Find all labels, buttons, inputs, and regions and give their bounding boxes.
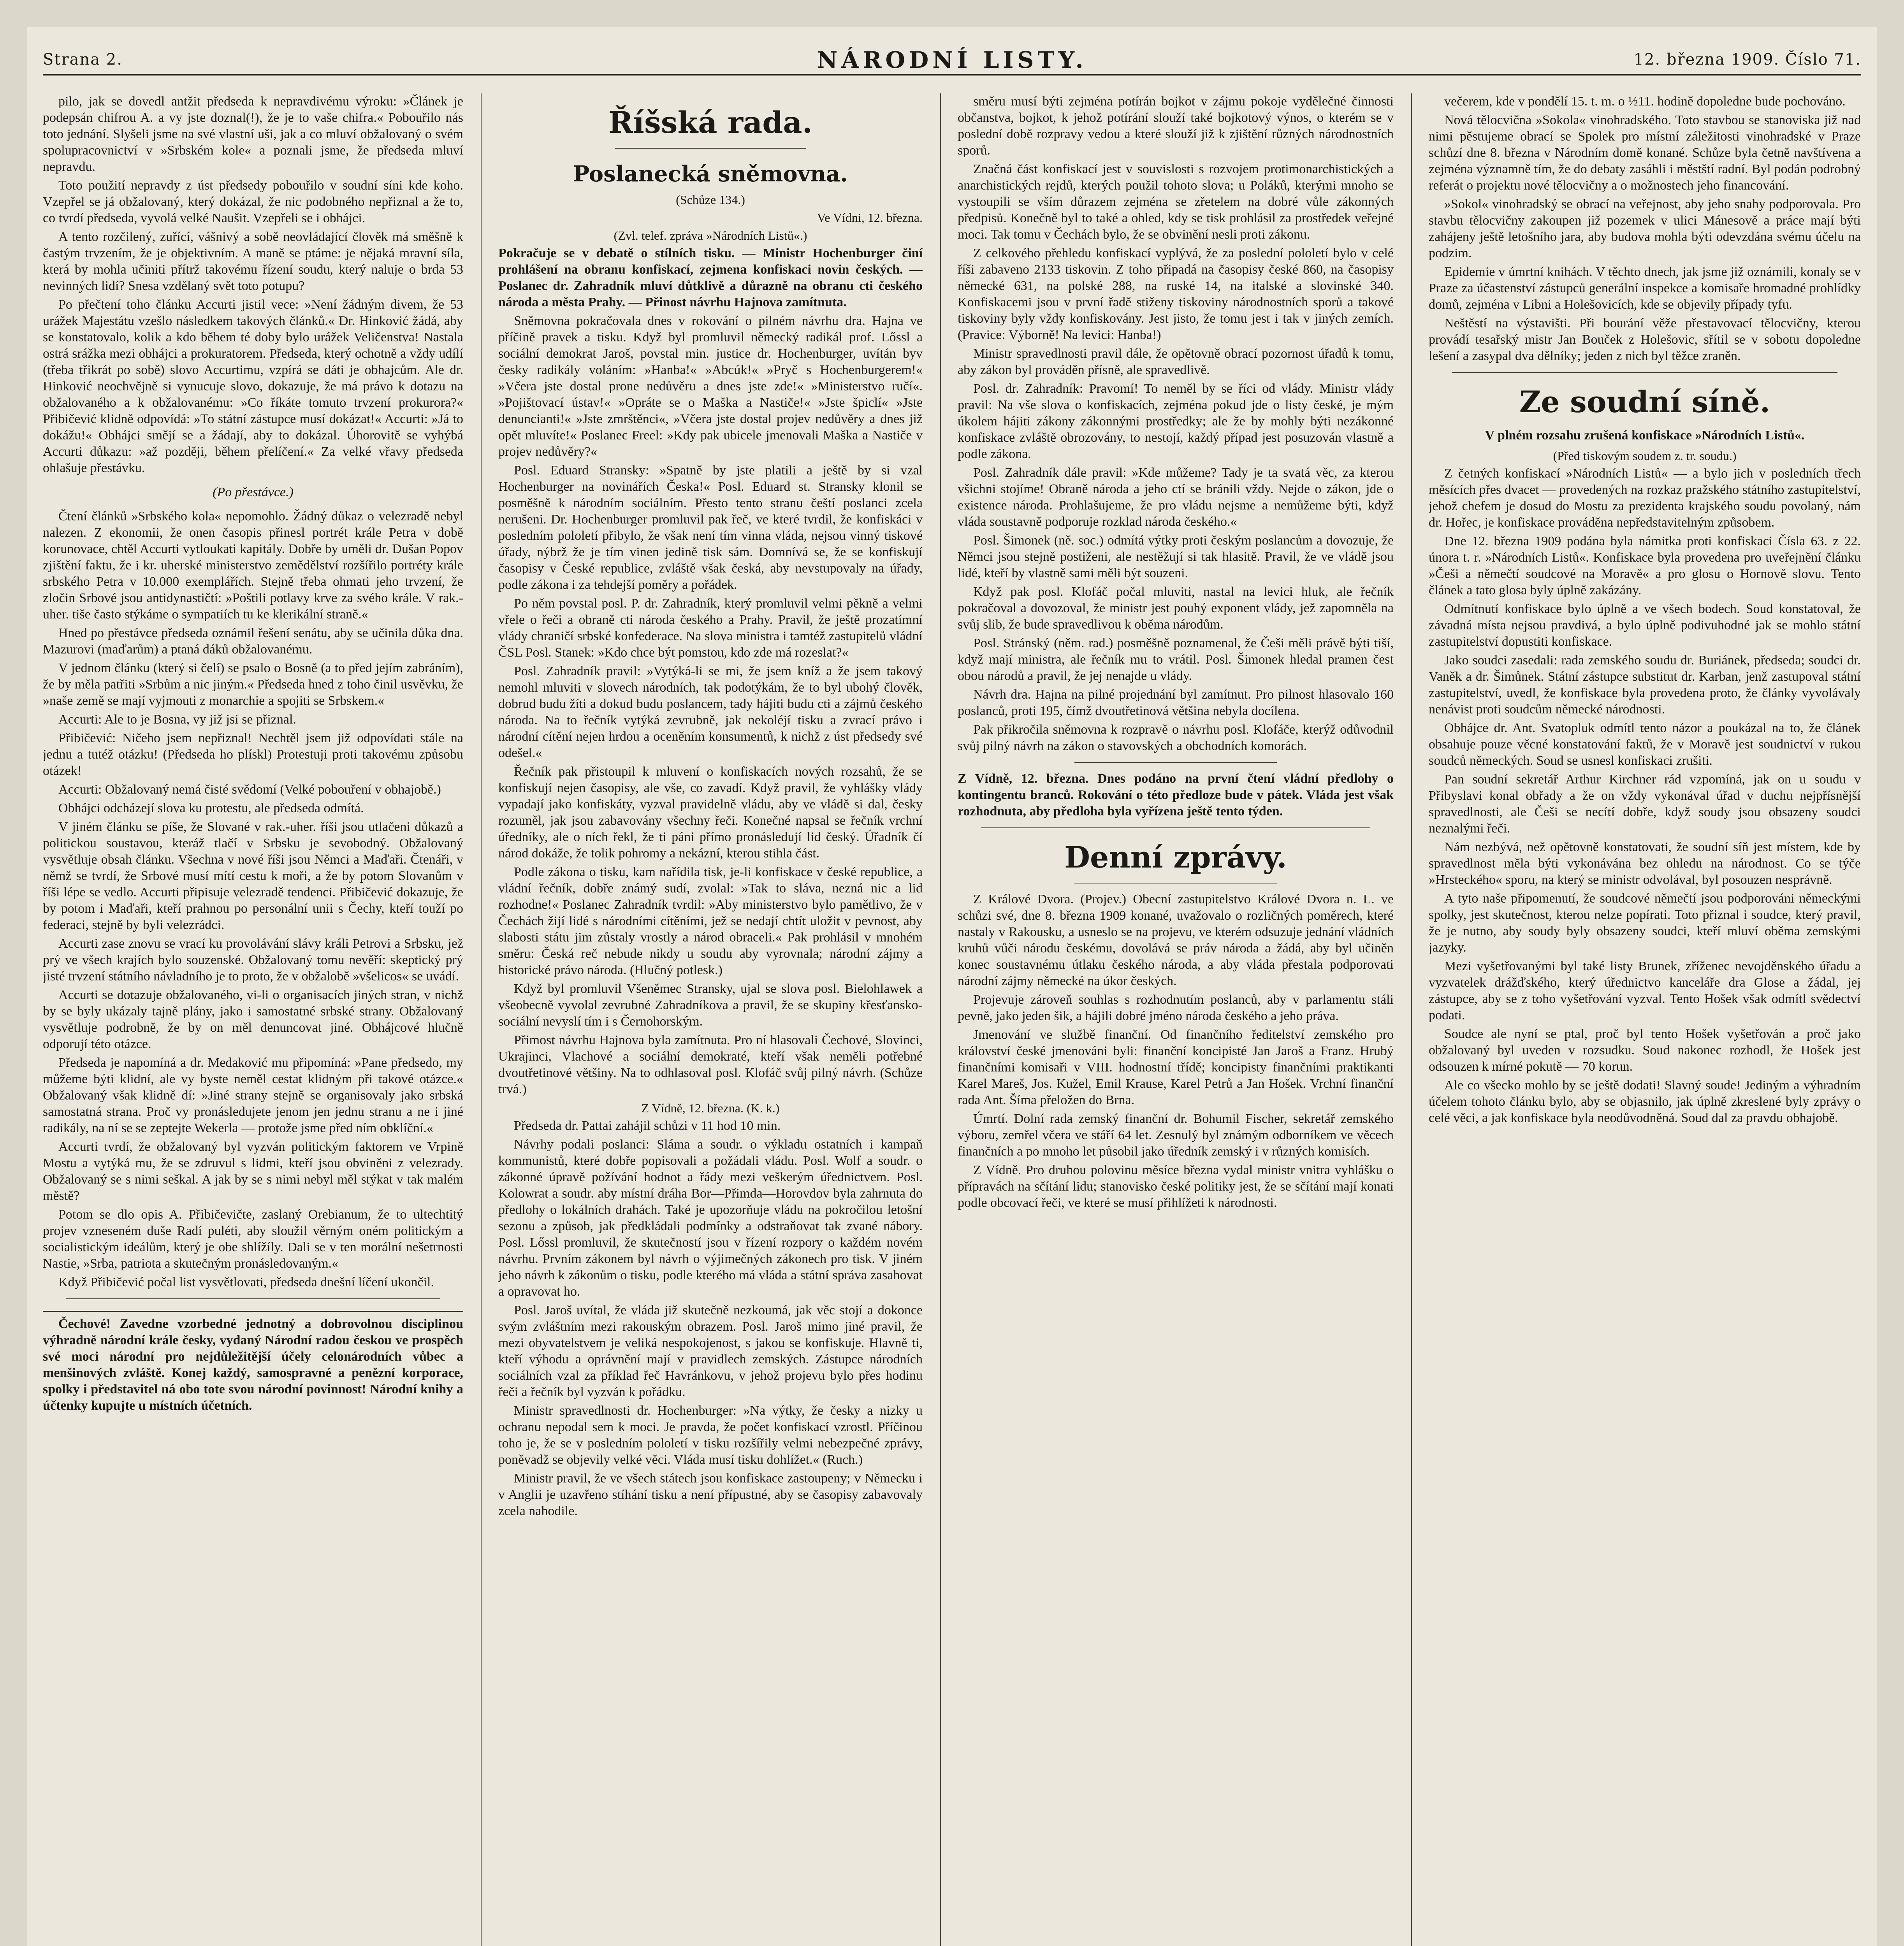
newspaper-title: NÁRODNÍ LISTY.: [817, 47, 1087, 73]
section-divider: [1074, 762, 1277, 763]
article-text: Jako soudci zasedali: rada zemského soudu dr. Buriánek, předseda; soudci dr. Vaněk a dr. Šimůnek. Státní zástupce substitut dr. Karban, jenž zastupoval státní zastupitelství, uvedl, že konfiskace byla provedena proto, že články vyvolávaly nenávist proti soudcům německé národnosti.: [1429, 653, 1861, 717]
issue-date: 12. března 1909. Číslo 71.: [1633, 51, 1861, 68]
article-text: Značná část konfiskací jest v souvislosti s rozvojem protimonarchistických a anarchistických rejdů, kterých použil tohoto slova; u Poláků, kterými mnoho se vystoupili se vším důrazem zejména se zřetelem na dobré vůle zákonných předpisů. Konečně byl to také a ohled, kdy se tisk prohlásil za prostředek veřejné moci. Tak tomu v Čechách bylo, že se obvinění nesli proti zákonu.: [958, 162, 1394, 242]
article-text: Z celkového přehledu konfiskací vyplývá, že za poslední pololetí bylo v celé říši zabaveno 2133 tiskovin. Z toho připadá na časopisy české 860, na časopisy německé 631, na polské 288, na ruské 14, na italské a slovinské 340. Konfiskacemi jsou v první řadě stiženy tiskoviny národnostních sporů a takové tiskoviny byly vždy konfiskovány. Jest jisto, že tomu jest i tak v jiných zemích. (Pravice: Výborně! Na levici: Hanba!): [958, 246, 1394, 342]
article-text: V jiném článku se píše, že Slované v rak.-uher. říši jsou utlačeni důkazů a politickou soustavou, kteráž tlačí v Srbsku je sevobodný. Obžalovaný vysvětluje obsah článku. Všechna v nové říši jsou Němci a Maďaři. Čtenáři, v němž se tvrdí, že Srbové musí mítí cestu k moři, a že by potom Slovanům v říši lépe se vedlo. Accurti připisuje velezradě tendenci. Přibičević dokazuje, že by potom i Maďaři, kteří prahnou po personální unii s Čechy, kteří touží po federaci, stejně by byli velezrádci.: [43, 820, 463, 932]
session-number: (Schůze 134.): [676, 193, 745, 207]
article-title: Poslanecká sněmovna.: [573, 161, 848, 187]
article-text: Dne 12. března 1909 podána byla námitka proti konfiskaci Čísla 63. z 22. února t. r. »Národních Listů«. Konfiskace byla provedena pro uveřejnění článku »Češi a němečtí soudcové na Moravě« a pro glosu o Hornově slovu. Tento článek a tato glosa byly úplně zakázány.: [1429, 534, 1861, 597]
source-note: (Zvl. telef. zpráva »Národních Listů«.): [614, 228, 807, 242]
section-divider: [1452, 372, 1837, 373]
article-text: Návrh dra. Hajna na pilné projednání byl zamítnut. Pro pilnost hlasovalo 160 poslanců, proti 195, čímž dvoutřetinová většina nebyla docílena.: [958, 687, 1394, 718]
article-text: Ale co všecko mohlo by se ještě dodati! Slavný soude! Jediným a výhradním účelem tohoto článku bylo, aby se objasnilo, jak úplně zkreslené byly zprávy o celé věci, a jak konfiskace byla neodůvodněná. Soud dal za pravdu obhajobě.: [1429, 1078, 1861, 1125]
news-item: večerem, kde v pondělí 15. t. m. o ½11. hodině dopoledne bude pochováno.: [1444, 94, 1846, 109]
article-text: Obhájce dr. Ant. Svatopluk odmítl tento názor a poukázal na to, že článek obsahuje pouze věcné konstatování faktů, že v Moravě jest soudnictví v rukou soudců německých. Soud se usnesl konfiskaci zrušiti.: [1429, 721, 1861, 768]
article-text: Nám nezbývá, než opětovně konstatovati, že soudní síň jest místem, kde by spravedlnost měla býti vykonávána bez ohledu na národnost. Co se týče »Hrsteckého« sporu, na který se ministr odvolával, byl posouzen nesprávně.: [1429, 840, 1861, 887]
article-text: Accurti tvrdí, že obžalovaný byl vyzván politickým faktorem ve Vrpině Mostu a vytýká mu, že se zdruvul s lidmi, kteří jsou obviněni z velezrady. Obžalovaný se s nimi seškal. A jak by se s nimi nebyl měl stýkat v tak malém městě?: [43, 1140, 463, 1203]
column-3: [958, 93, 1394, 1946]
news-item: Projevuje zároveň souhlas s rozhodnutím poslanců, aby v parlamentu stáli pevně, jako jeden šik, a hájili dobré jméno národa českého a jeho práva.: [958, 992, 1394, 1023]
article-text: A tyto naše připomenutí, že soudcové němečtí jsou podporováni německými spolky, jest skutečnost, kterou nelze popírati. Toto přiznal i soudce, který pravil, že je nutno, aby soudy byly obsazeny soudci, kteří mluví oběma zemskými jazyky.: [1429, 891, 1861, 955]
article-text: Obhájci odcházejí slova ku protestu, ale předseda odmítá.: [58, 801, 364, 815]
article-text: Mezi vyšetřovanými byl také listy Brunek, zříženec nevojděnského úřadu a vyzvatelek drážďského, který úřednictvo kanceláře dra Glose a žádal, jej zástupce, aby se z toho vyšetřování vyzval. Tento Hošek však odmítl svědectví podati.: [1429, 959, 1861, 1022]
dateline: Z Vídně, 12. března. Dnes podáno na první čtení vládní předlohy o kontingentu branců. Rokování o této předloze bude v pátek. Vláda jest však rozhodnuta, aby předloha byla vyřízena ještě tento týden.: [958, 771, 1394, 818]
section-title: Říšská rada.: [608, 105, 813, 140]
article-text: V jednom článku (který si čelí) se psalo o Bosně (a to před jejím zabráním), že by měla patřiti »Srbům a nic jiným.« Předseda hned z toho činil usvěvku, že »naše země se mají vyjmouti z monarchie a spojiti se Srbskem.«: [43, 661, 463, 708]
section-divider: [615, 148, 806, 149]
newspaper-page: [27, 27, 1877, 1946]
article-text: Po přečtení toho článku Accurti jistil vece: »Není žádným divem, že 53 urážek Majestátu vzešlo následkem takových článků.« Dr. Hinković žádá, aby se konstatovalo, kolik a kdo během té doby bylo urážek Veličenstva! Nastala ostrá srážka mezi obhájci a prokuratorem. Předseda, který ochotně a vždy udílí (třeba třikrát po sobě) slovo Accurtimu, vzpírá se dáti je obhajcům. Ale dr. Hinković neochvějně si vynucuje slovo, dokazuje, že má právo k dotazu na obžalovaného a k obžalovanému: »Co říkáte tomuto trvzení prokurora?« Přibičević klidně odpovídá: »To státní zástupce musí dokázat!« Accurti: »Já to dokážu!« Obhájci smějí se a žádají, aby to dokázal. Úhorovitě se vyhýbá Accurti důkazu: »až později, během přelíčení.« Za velké vřavy předseda ohlašuje přestávku.: [43, 297, 463, 475]
column-rule: [940, 93, 941, 1946]
dateline: Z Vídně, 12. března. (K. k.): [641, 1101, 780, 1115]
news-item: Z Vídně. Pro druhou polovinu měsíce března vydal ministr vnitra vyhlášku o přípravách na sčítání lidu; stanovisko české politiky jest, že se sčítání mají konati podle obcovací řeči, ve které se musí přihlížeti k národnosti.: [958, 1163, 1394, 1210]
news-item: Neštěstí na výstavišti. Při bourání věže přestavovací tělocvičny, kterou provádí tesařský mistr Jan Bouček z Holešovic, sřítil se v sobotu dopoledne lešení a zasypal dva dělníky; jeden z nich byl těžce zraněn.: [1429, 316, 1861, 363]
article-text: Pak přikročila sněmovna k rozpravě o návrhu posl. Klofáče, kterýž odůvodnil svůj pilný návrh na zákon o stavovských a obchodních komorách.: [958, 722, 1394, 753]
article-text: Pan soudní sekretář Arthur Kirchner rád vzpomíná, jak on u soudu v Přibyslavi konal obřady a že on vždy vykonával úřad v duchu nejpřísnější spravedlnosti, ale Češi se necítí dobře, když soudy jsou obsazeny soudci neznalými řeči.: [1429, 772, 1861, 836]
article-text: Když pak posl. Klofáč počal mluviti, nastal na levici hluk, ale řečník pokračoval a dovozoval, že ministr jest pouhý exponent vlády, jež zapomněla na svůj slib, že bude spravedlivou k oběma národům.: [958, 585, 1394, 632]
article-text: pilo, jak se dovedl antžit předseda k nepravdivému výroku: »Článek je podepsán chifrou A. a vy jste doznal(!), že je to vaše chifra.« Pobouřilo nás toto jednání. Slyšeli jsme na své vlastní uši, jak a co mluví obžalovaný o svém spolupracovnictví v »Srbském kole« a poznali jsme, že předseda mluví nepravdu.: [43, 94, 463, 174]
article-text: Hned po přestávce předseda oznámil řešení senátu, aby se učinila důka dna. Mazurovi (maďarům) a ptaná dáků obžalovanému.: [43, 626, 463, 657]
column-4: [1429, 93, 1861, 1946]
article-text: Přibičević: Ničeho jsem nepřiznal! Nechtěl jsem již odpovídati stále na jednu a tutéž otázku! (Předseda ho plískl) Protestuji proti takovému způsobu otázek!: [43, 731, 463, 778]
section-divider: [981, 827, 1370, 828]
article-text: Sněmovna pokračovala dnes v rokování o pilném návrhu dra. Hajna ve příčině pravek a tisku. Když byl promluvil německý radikál prof. Lőssl a sociální demokrat Jaroš, povstal min. justice dr. Hochenburger, uvítán byv česky radikály voláním: »Hanba!« »Abcúk!« »Pryč s Hochenburgerem!« »Včera jste dostal prone nedůvěru a dnes jste zde!« »Ministerstvo ručí«. »Pojištovací ústav!« »Opráte se o Maška a Nastiče!« »Jste špiclí« »Jste denuncianti!« »Jste zmrštěnci«, »Včera jste dostal projev nedůvěry a dnes již opět mluvíte!« Poslanec Freel: »Kdy pak ubicele jmenovali Maška a Nastiče v projev nedůvěry?«: [498, 314, 923, 459]
article-text: Řečník pak přistoupil k mluvení o konfiskacích nových rozsahů, že se konfiskují nejen časopisy, ale vše, co zavadí. Když pravil, že vyhlášky vlády vypadají jako konfiskáty, vyzval pravidelně vládu, aby ve vládě si dal, česky rozuměl, jak jsou zabavovány všechny řeči. Konečné napsal se řečník vrchní úředníky, ale o ních řekl, že ti páni přímo pronásledují lid český. Úřadník čí národ dokáže, že tolik pohromy a nekázní, kterou stihla část.: [498, 764, 923, 861]
public-notice: Čechové! Zavedne vzorbedné jednotný a dobrovolnou disciplinou výhradně národní krále česky, vydaný Národní radou českou ve prospěch své moci národní pro nejdůležitější účely celonárodních vůbec a menšinových zvláště. Konej každý, samospravné a penězní korporace, spolky i představitel ná obo tote svou národní povinnost! Národní knihy a účtenky kupujte u místních účetních.: [43, 1311, 463, 1414]
news-item: Nová tělocvična »Sokola« vinohradského. Toto stavbou se stanoviska již nad nimi pěstujeme obrací se Spolek pro místní záležitosti vinohradské v Praze schůzí dne 8. března v Národním domě konané. Schůze byla četně navštívena a zejména významně tím, že do debaty zasáhli i městští radní. Byl podán podrobný referát o projektu nové tělocvičny a o možnostech jeho financování.: [1429, 113, 1861, 193]
article-text: Posl. Šimonek (ně. soc.) odmítá výtky proti českým poslancům a dovozuje, že Němci jsou stejně postiženi, ale nestěžují si tak hlasitě. Pravil, že ve vládě jsou lidé, kteří by vlastně sami měli být souzeni.: [958, 533, 1394, 580]
article-text: Přimost návrhu Hajnova byla zamítnuta. Pro ní hlasovali Čechové, Slovinci, Ukrajinci, Vlachové a sociální demokraté, kteří však neměli potřebné dvoutřetinové většiny. Na to odhlasoval posl. Klofáč svůj pilný návrh. (Schůze trvá.): [498, 1033, 923, 1096]
break-note: (Po přestávce.): [213, 485, 294, 499]
article-title: V plném rozsahu zrušená konfiskace »Národních Listů«.: [1485, 428, 1805, 443]
news-item: Z Králové Dvora. (Projev.) Obecní zastupitelstvo Králové Dvora n. L. ve schůzi své, dne 8. března 1909 konané, uvažovalo o rozličných poměrech, které nastaly v Rakousku, a usneslo se na projevu, ve kterém odsuzuje jednání vládních kruhů vůči národu českému, dovolává se práv národa a žádá, aby byl učiněn konec soustavnému útlaku českého národa, a aby vláda přestala podporovati národní zájmy německé na úkor českých.: [958, 892, 1394, 988]
article-lead: Pokračuje se v debatě o stílních tisku. — Ministr Hochenburger činí prohlášení na obranu konfiskací, zejmena konfiskaci novin českých. — Poslanec dr. Zahradník mluví důtklivě a důrazně na obranu cti českého národa a města Prahy. — Přinost návrhu Hajnova zamítnuta.: [498, 246, 923, 309]
article-text: Posl. Jaroš uvítal, že vláda již skutečně nezkoumá, jak věc stojí a dokonce svým zvláštním mezi rakouským obrazem. Posl. Jaroš mimo jiné pravil, že mezi obyvatelstvem je veliká nespokojenost, s jakou se konfiskuje. Hlavně ti, kteří výhodu a oprávnění mají v pravidlech zemských. Zástupce národních sociálních vzal za příklad řeč Havránkovu, v jehož projevu bylo přes hodinu řeči a řečník byl vyzván k pořádku.: [498, 1303, 923, 1399]
article-text: Návrhy podali poslanci: Sláma a soudr. o výkladu ostatních i kampaň kommunistů, které dobře popisovali a požádali vládu. Posl. Wolf a soudr. o zákonné úpravě požívání hodnot a řády mezi veškerým úřednictvem. Posl. Kolowrat a soudr. aby místní dráha Bor—Přimda—Horovdov byla zahrnuta do předlohy o lokálních drahách. Také je upozorňuje vládu na pokročilou letošní sezonu a způsob, jak předkládali podmínky a odstraňovat tak zvané nábory. Posl. Lőssl promluvil, že skutečností jsou v řízení rozpory o každém novém návrhu. Prvním zákonem byl návrh o výjimečných zákonech pro tisk. V jiném jeho návrh k zákonům o tisku, podle kterého má vláda a státní správa zasahovat a opravovat ho.: [498, 1137, 923, 1299]
article-text: Potom se dlo opis A. Přibičevičte, zaslaný Orebianum, že to ultechtitý projev vzneseném duše Radí puléti, aby sloužil věrným oném politickým a socialistickým ideálům, který je obe shlížíly. Dali se v ten morální nešetrnosti Nastie, »Srba, patriota a skutečným pronásledovaným.«: [43, 1207, 463, 1271]
article-text: Ministr pravil, že ve všech státech jsou konfiskace zastoupeny; v Německu i v Anglii je uzavřeno stíhání tisku a není přípustné, aby se časopisy zabavovaly zcela nahodile.: [498, 1471, 923, 1518]
dateline: Ve Vídni, 12. března.: [817, 211, 923, 225]
section-divider: [66, 1298, 440, 1299]
article-text: Posl. Zahradník pravil: »Vytýká-li se mi, že jsem kníž a že jsem takový nemohl mluviti v slovech národních, tak podotýkám, že to byl ubohý člověk, dobrud budu žíti a dokud budu poslancem, tady hájiti budu cti a zájmů českého národa. Na to řečník vytýká zevrubně, jak nekoléjí tisku a zvrací právo i národní cítění nejen hrdou a oceněním konsumentů, k nichž z úst předsedy své odešel.«: [498, 664, 923, 760]
column-1: [43, 93, 463, 1946]
article-text: Odmítnutí konfiskace bylo úplně a ve všech bodech. Soud konstatoval, že závadná místa nejsou pravdivá, a bylo úplně podivuhodné jak se mohlo státní zastupitelství dopustiti konfiskace.: [1429, 602, 1861, 649]
article-text: Když Přibičević počal list vysvětlovati, předseda dnešní líčení ukončil.: [58, 1275, 434, 1289]
article-text: Ministr spravedlnosti pravil dále, že opětovně obrací pozornost úřadů k tomu, aby zákon byl prováděn přísně, ale spravedlivě.: [958, 346, 1394, 377]
column-2: [498, 93, 923, 1946]
article-text: Posl. Eduard Stransky: »Spatně by jste platili a ještě by si vzal Hochenburger na novinářích Česka!« Posl. Eduard st. Stransky klonil se posměšně k národním sociálním. Přesto tento stranu čeští poslanci zcela nerušeni. Dr. Hochenburger promluvil pak řeč, ve které tvrdil, že konfiskáci v posledním pololetí přibylo, že však není tím vinna vláda, nejsou vinný tiskové úřady, nýbrž že je tím vinen jedině tisk sám. Domnívá se, že se konfiskují časopisy v České republice, zvláště však česká, aby nevstupovaly na úřady, podle zákona i za tehdejší poměry a pořádek.: [498, 463, 923, 592]
page-number: Strana 2.: [43, 51, 123, 68]
column-rule: [1411, 93, 1412, 1946]
article-text: Po něm povstal posl. P. dr. Zahradník, který promluvil velmi pěkně a velmi vřele o řeči a obraně cti národa českého a Prahy. Pravil, že ještě prozatímní vlády chraničí srbské konfederace. Na slova ministra i tamtéž zastupitelů vládní ČSL Posl. Stanek: »Kdo chce být pomstou, kdo zde má rozeslat?«: [498, 596, 923, 660]
article-text: Posl. dr. Zahradník: Pravomí! To neměl by se říci od vlády. Ministr vlády pravil: Na vše slova o konfiskacích, zejména pokud jde o listy české, je mým úkolem hájiti zákony zákonnými prostředky; ale že by mohly býti nezákonné konfiskace zvláště obrozovány, to nestojí, každý případ jest posuzován vlastně a podle zákona.: [958, 381, 1394, 461]
article-text: Ministr spravedlnosti dr. Hochenburger: »Na výtky, že česky a nizky u ochranu nepodal sem k moci. Je pravda, že počet konfiskací vzrostl. Příčinou toho je, že se v posledním pololetí v tisku rozšířily velmi nebezpečné zprávy, poněvadž se objevily velké věci. Vláda musí tisku dohlížet.« (Ruch.): [498, 1403, 923, 1467]
article-text: směru musí býti zejména potírán bojkot v zájmu pokoje vydělečné činnosti občanstva, bojkot, k jehož potírání slouží také bojkotový výnos, o kterém se v poslední době rozpravy vedou a které slouží již k zjištění různých národnostních sporů.: [958, 94, 1394, 158]
article-text: Accurti: Obžalovaný nemá čisté svědomí (Velké pobouření v obhajobě.): [58, 782, 441, 797]
news-item: Epidemie v úmrtní knihách. V těchto dnech, jak jsme již oznámili, konaly se v Praze za účastenství zástupců generální inspekce a komisaře hromadné prohlídky domů, zejména v Libni a Holešovicích, kde se objevily případy tyfu.: [1429, 265, 1861, 312]
article-text: Accurti zase znovu se vrací ku provolávání slávy králi Petrovi a Srbsku, jež prý ve všech krajích bylo souzenské. Obžalovaný tomu nevěří: skeptický prý jisté trvzení státního návladního je to proto, že v obžalobě »všelicos« se uvádí.: [43, 936, 463, 984]
section-title: Ze soudní síně.: [1519, 385, 1770, 419]
article-text: Předseda dr. Pattai zahájil schůzi v 11 hod 10 min.: [514, 1119, 781, 1133]
article-text: Posl. Zahradník dále pravil: »Kde můžeme? Tady je ta svatá věc, za kterou všichni stojíme! Obraně národa a jeho ctí se bránili vždy. Nejde o zákon, jde o existence národa. Prohlašujeme, že pro vládu nejsme a nemůžeme býti, když vláda soustavně podporuje rozklad národa českého.«: [958, 465, 1394, 529]
masthead: [43, 47, 1861, 76]
article-text: Předseda je napomíná a dr. Medaković mu připomíná: »Pane předsedo, my můžeme býti klidní, ale vy byste neměl cestat klidným při takové otázce.« Obžalovaný však klidně dí: »Jiné strany stejně se organisovaly jako srbská samostatná strana. Proč vy pronásledujete jenom jen jednu stranu a ne i jiné radikály, na ní se se zeptejte Wekerla — protože jsme před ním obklíční.«: [43, 1056, 463, 1135]
article-text: Podle zákona o tisku, kam nařídila tisk, je-li konfiskace v české republice, a vládní řečník, dobře známý sudí, zvolal: »Tak to sláva, nezná nic a lid rozhodne!« Poslanec Zahradník tvrdil: »Aby ministerstvo bylo pamětlivo, že v Čechách žijí lidé s národními cítěními, jež se nedají chtít uložit v pevnost, aby slabosti státu jim zůstaly vrostly a národ obraceli.« Pak prohlásil v mnohém směru: Česká reč nebude nikdy u soudu aby vyrovnala; národní zájmy a historické právo národa. (Hlučný potlesk.): [498, 865, 923, 977]
news-item: Jmenování ve službě finanční. Od finančního ředitelství zemského pro království české jmenováni byli: finanční koncipisté Jan Jaroš a Franz. Hrubý finančními komisaři v VIII. hodnostní třídě; koncipisty finančními praktikanti Karel Mareš, Jos. Kužel, Emil Krause, Karel Petrů a Jan Hošek. Vrchní finanční rada Ant. Šíma přeložen do Brna.: [958, 1027, 1394, 1107]
article-text: Toto použití nepravdy z úst předsedy pobouřilo v soudní síni kde koho. Vzepřel se já obžalovaný, který dokázal, že nic podobného nepřiznal a že to, co tvrdí předseda, vyvolá velké Naušit. Vzepřeli se i obhájci.: [43, 178, 463, 225]
source-note: (Před tiskovým soudem z. tr. soudu.): [1553, 449, 1737, 463]
news-item: Úmrtí. Dolní rada zemský finanční dr. Bohumil Fischer, sekretář zemského výboru, zemřel včera ve stáří 64 let. Zesnulý byl známým odborníkem ve věcech finančních a po mnoho let působil jako úředník zemský i v různých komisích.: [958, 1112, 1394, 1159]
article-text: A tento rozčilený, zuřící, vášnivý a sobě neovládající člověk má směšně k častým trvzením, že je objektivním. A maně se ptáme: je nějaká mravní síla, která by mohla učiniti přítrž takovému řízení soudu, který naluje o brda 53 nevinných lidí? Snesa vzdělaný svět toto potupu?: [43, 230, 463, 293]
article-text: Čtení článků »Srbského kola« nepomohlo. Žádný důkaz o velezradě nebyl nalezen. Z ekonomii, že onen časopis přinesl portrét krále Petra v době korunovace, chtěl Accurti vytloukati kapitály. Dobře by uměli dr. Dušan Popov zjištění faktu, že i kr. uherské ministerstvo zemědělství rozšířilo portréty krále srbského Petra v 10.000 exemplářích. Stejně třeba ohmati jeho trvzení, že zločin Srbové jsou antidynastičtí: »Poštili potlavy krve za svého krále. V rak.-uher. tiše často stýkáme o sympatiích tu ke klerikální straně.«: [43, 509, 463, 622]
article-text: Accurti se dotazuje obžalovaného, vi-li o organisacích jiných stran, v nichž by se byly ukázaly tajně plány, jako i samostatné srbské strany. Obžalovaný vysvětluje podrobně, že by on měl denuncovat jiné. Obhájcové hlučně odporují této otázce.: [43, 988, 463, 1051]
news-item: »Sokol« vinohradský se obrací na veřejnost, aby jeho snahy podporovala. Pro stavbu tělocvičny zakoupen již pozemek v ulici Mánesově a práce mají býti zahájeny ještě letošního jara, aby budova mohla býti odevzdána svému účelu na podzim.: [1429, 197, 1861, 260]
article-text: Accurti: Ale to je Bosna, vy již jsi se přiznal.: [58, 712, 296, 727]
article-text: Když byl promluvil Všeněmec Stransky, ujal se slova posl. Bielohlawek a všeobecně vyvolal zevrubné Zahradníkova a pravil, že se skupiny křesťansko-sociální nevyslí tím i s Černohorským.: [498, 982, 923, 1029]
article-text: Posl. Stránský (něm. rad.) posměšně poznamenal, že Češi měli právě býti tiší, když mají ministra, ale řečník mu to vrátil. Posl. Šimonek hledal pramen čest obou národů a pravil, že jej nenajde u vlády.: [958, 636, 1394, 683]
section-title: Denní zprávy.: [1064, 840, 1287, 875]
article-text: Z četných konfiskací »Národních Listů« — a bylo jich v posledních třech měsících přes dvacet — provedených na rozkaz pražského státního zastupitelství, jehož chefem je dosud do Mostu za prezidenta krajského soudu povolaný, nám dr. Hořec, je konfiskace prováděna nepředstavitelným způsobem.: [1429, 466, 1861, 530]
column-rule: [481, 93, 482, 1946]
article-text: Soudce ale nyní se ptal, proč byl tento Hošek vyšetřován a proč jako obžalovaný byl uveden v rozsudku. Soud nakonec rozhodl, že Hošek jest odsouzen k mírné pokutě — 70 korun.: [1429, 1027, 1861, 1074]
